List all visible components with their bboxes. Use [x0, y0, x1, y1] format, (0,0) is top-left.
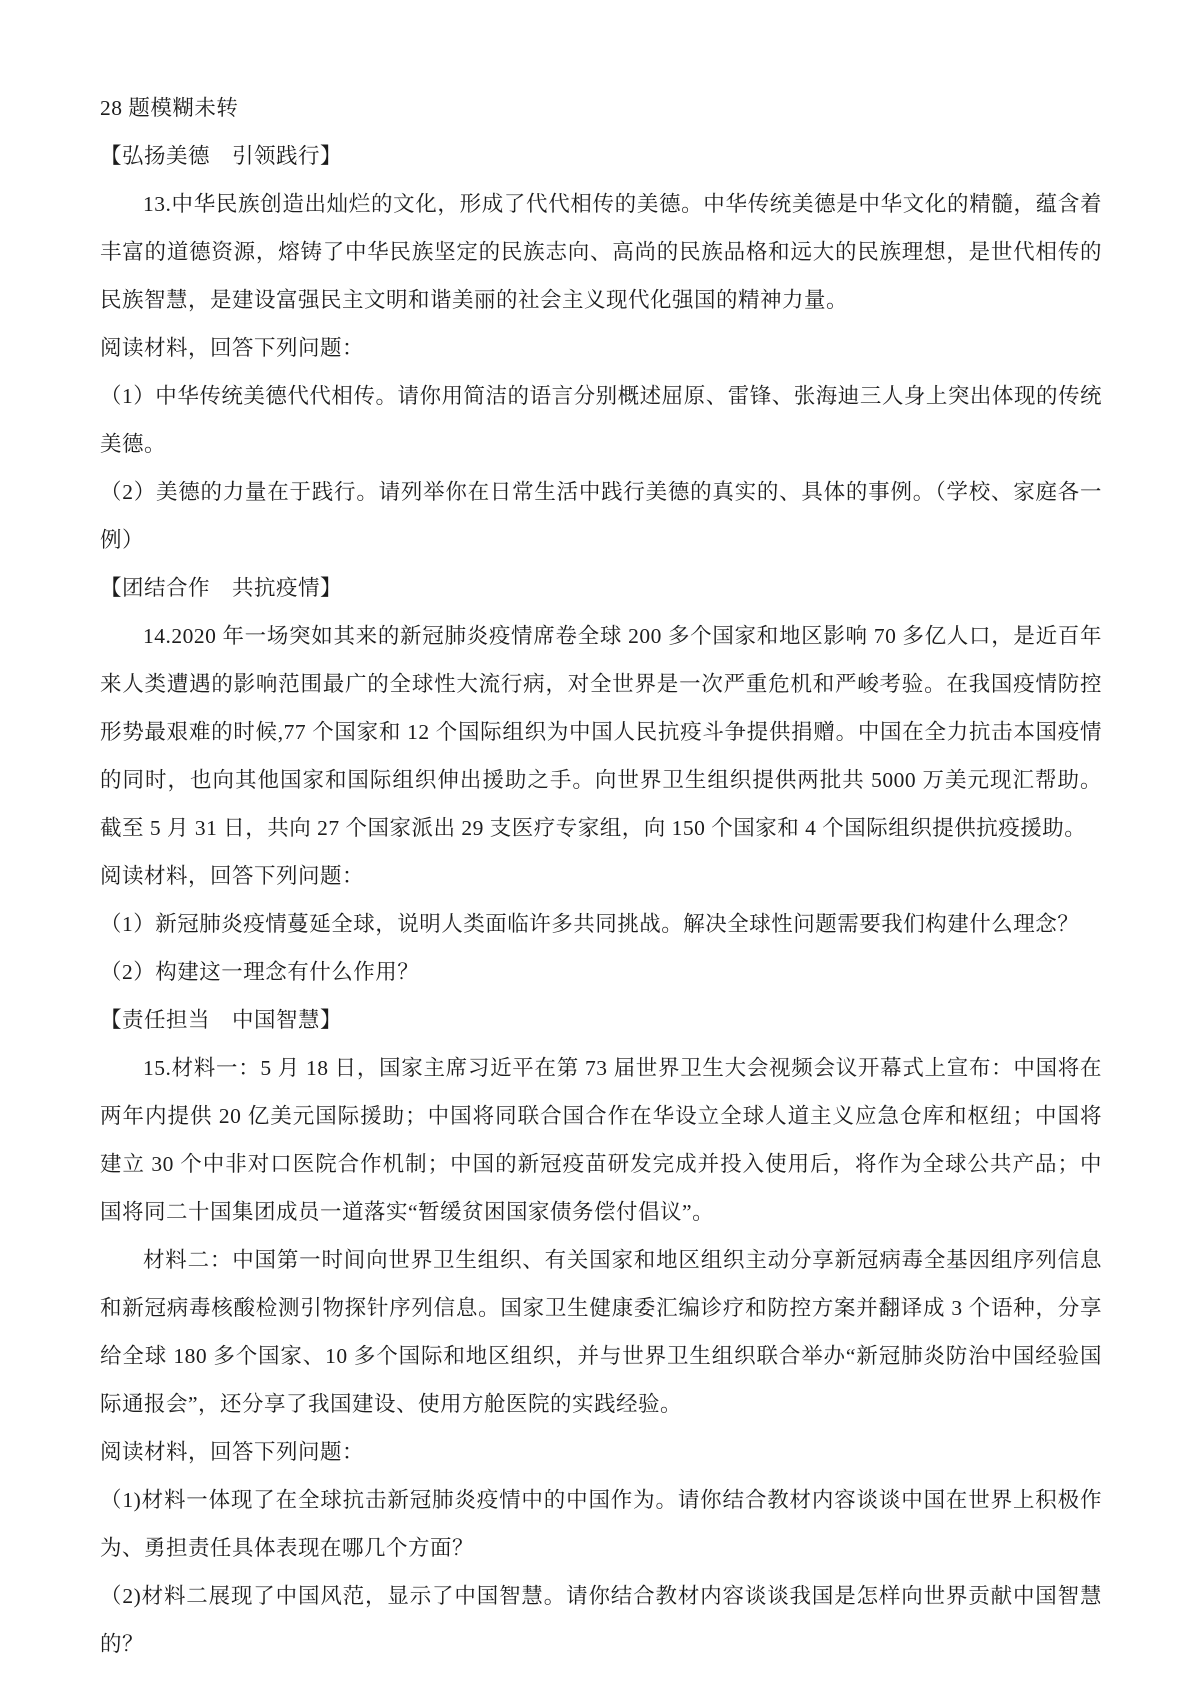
- question-14-part-1: （1）新冠肺炎疫情蔓延全球，说明人类面临许多共同挑战。解决全球性问题需要我们构建什么理念？: [100, 912, 1080, 936]
- section-heading-cooperation: 【团结合作 共抗疫情】: [100, 576, 343, 600]
- question-13-part-2: （2）美德的力量在于践行。请列举你在日常生活中践行美德的真实的、具体的事例。（学校、家庭各一例）: [100, 480, 1102, 552]
- question-14-stem: 14.2020 年一场突如其来的新冠肺炎疫情席卷全球 200 多个国家和地区影响 70 多亿人口，是近百年来人类遭遇的影响范围最广的全球性大流行病，对全世界是一次严重危机和严峻考验。在我国疫情防控形势最艰难的时候,77 个国家和 12 个国际组织为中国人民抗疫斗争提供捐赠。中国在全力抗击本国疫情的同时，也向其他国家和国际组织伸出援助之手。向世界卫生组织提供两批共 5000 万美元现汇帮助。截至 5 月 31 日，共向 27 个国家派出 29 支医疗专家组，向 150 个国家和 4 个国际组织提供抗疫援助。: [100, 624, 1102, 840]
- question-15-material-2: 材料二：中国第一时间向世界卫生组织、有关国家和地区组织主动分享新冠病毒全基因组序列信息和新冠病毒核酸检测引物探针序列信息。国家卫生健康委汇编诊疗和防控方案并翻译成 3 个语种，分享给全球 180 多个国家、10 多个国际和地区组织，并与世界卫生组织联合举办“新冠肺炎防治中国经验国际通报会”，还分享了我国建设、使用方舱医院的实践经验。: [100, 1248, 1102, 1416]
- section-heading-responsibility: 【责任担当 中国智慧】: [100, 1008, 343, 1032]
- question-13-part-1: （1）中华传统美德代代相传。请你用简洁的语言分别概述屈原、雷锋、张海迪三人身上突出体现的传统美德。: [100, 384, 1102, 456]
- question-15-part-1: （1)材料一体现了在全球抗击新冠肺炎疫情中的中国作为。请你结合教材内容谈谈中国在世界上积极作为、勇担责任具体表现在哪几个方面？: [100, 1488, 1102, 1560]
- read-material-prompt: 阅读材料，回答下列问题：: [100, 864, 365, 888]
- document-body: [100, 84, 1102, 1668]
- question-15-material-1: 15.材料一：5 月 18 日，国家主席习近平在第 73 届世界卫生大会视频会议开幕式上宣布：中国将在两年内提供 20 亿美元国际援助；中国将同联合国合作在华设立全球人道主义应急仓库和枢纽；中国将建立 30 个中非对口医院合作机制；中国的新冠疫苗研发完成并投入使用后，将作为全球公共产品；中国将同二十国集团成员一道落实“暂缓贫困国家债务偿付倡议”。: [100, 1056, 1102, 1224]
- section-heading-virtue: 【弘扬美德 引领践行】: [100, 144, 343, 168]
- read-material-prompt: 阅读材料，回答下列问题：: [100, 336, 365, 360]
- question-15-part-2: （2)材料二展现了中国风范，显示了中国智慧。请你结合教材内容谈谈我国是怎样向世界贡献中国智慧的？: [100, 1584, 1102, 1656]
- note-line: 28 题模糊未转: [100, 96, 239, 120]
- read-material-prompt: 阅读材料，回答下列问题：: [100, 1440, 365, 1464]
- question-14-part-2: （2）构建这一理念有什么作用？: [100, 960, 420, 984]
- question-13-stem: 13.中华民族创造出灿烂的文化，形成了代代相传的美德。中华传统美德是中华文化的精髓，蕴含着丰富的道德资源，熔铸了中华民族坚定的民族志向、高尚的民族品格和远大的民族理想，是世代相传的民族智慧，是建设富强民主文明和谐美丽的社会主义现代化强国的精神力量。: [100, 192, 1102, 312]
